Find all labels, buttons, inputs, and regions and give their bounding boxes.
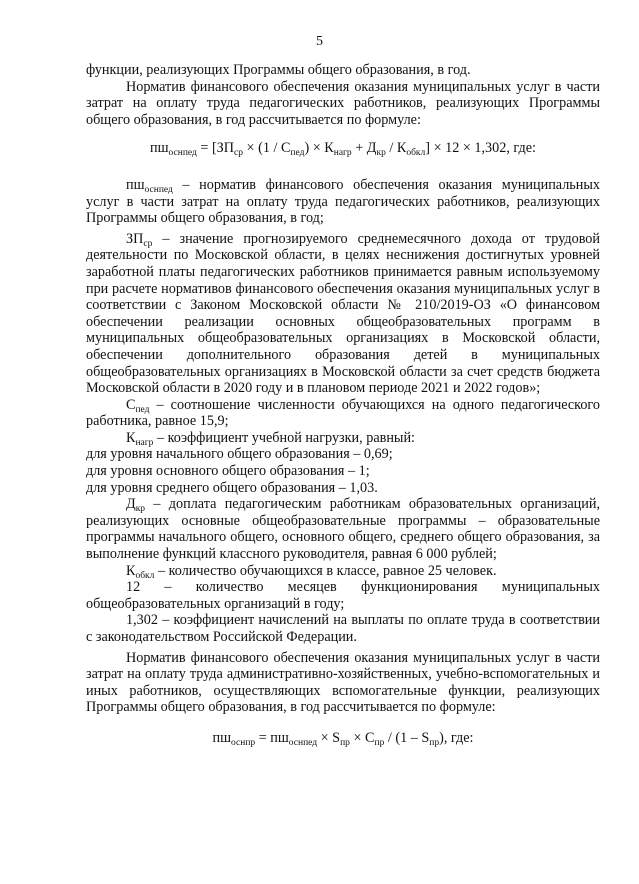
definition-zp-sr [86,231,600,397]
formula-pedagogical [86,140,600,157]
formula-support-staff [86,730,600,747]
formula-subscript: пед [290,148,305,159]
formula-subscript: оснпед [168,148,197,159]
page-number: 5 [316,34,323,49]
paragraph-continuation: функции, реализующих Программы общего образования, в год. [86,62,471,78]
formula-part: ) × К [304,140,334,157]
formula-subscript: ср [234,148,243,159]
formula-part: = [ЗП [196,140,235,157]
formula-subscript: пр [374,737,385,748]
formula-part: × S [317,729,341,746]
definition-months: 12 – количество месяцев функционирования муниципальных общеобразовательных организаций в году; [86,579,600,612]
definition-text: – количество обучающихся в классе, равное 25 человек. [154,562,497,579]
definition-k-obkl [86,563,600,580]
formula-part: / (1 – S [384,729,430,746]
definition-symbol: К [126,562,136,579]
formula-subscript: обкл [406,148,426,159]
formula-subscript: кр [376,148,386,159]
formula-subscript: оснпр [231,737,256,748]
formula-part: пш [212,729,232,746]
definition-psh-oснped [86,177,600,227]
definition-k-nagr [86,430,600,447]
definition-symbol: К [126,429,136,446]
formula-part: пш [150,140,169,157]
document-body [86,62,600,747]
definition-d-kr [86,496,600,562]
paragraph-norm-pedagogical: Норматив финансового обеспечения оказания муниципальных услуг в части затрат на оплату труда педагогических работников, реализующих Программы общего образования, в год рассчитывается по формуле: [86,78,600,128]
formula-part: × (1 / С [243,140,291,157]
definition-text: – коэффициент учебной нагрузки, равный: [153,429,415,446]
definition-subscript: нагр [135,437,154,448]
definition-text: – норматив финансового обеспечения оказания муниципальных услуг в части затрат на оплату труда педагогических работников, реализующих Программы общего образования, в год; [86,176,600,227]
definition-text: – соотношение численности обучающихся на одного педагогического работника, равное 15,9; [86,396,600,430]
definition-subscript: обкл [135,570,155,581]
definition-subscript: оснпед [144,184,173,195]
definition-subscript: пед [135,404,150,415]
definition-coefficient-accruals: 1,302 – коэффициент начислений на выплаты по оплате труда в соответствии с законодательством Российской Федерации. [86,612,600,645]
coefficient-secondary: для уровня среднего общего образования – 1,03. [86,479,378,496]
formula-part: ), где: [439,729,474,746]
formula-part: + Д [351,140,377,157]
definition-subscript: ср [143,238,153,249]
definition-symbol: ЗП [126,230,144,247]
definition-symbol: пш [126,176,145,193]
definition-text: – доплата педагогическим работникам образовательных организаций, реализующих основные общеобразовательные программы – образовательные программы начального общего, основного общего, среднего общего образования, за выполнение функций классного руководителя, равная 6 000 рублей; [86,496,600,563]
coefficient-primary: для уровня начального общего образования – 0,69; [86,446,393,463]
coefficient-basic: для уровня основного общего образования – 1; [86,463,370,480]
formula-part: × С [349,729,375,746]
formula-part: ] × 12 × 1,302, где: [425,140,536,157]
formula-subscript: оснпед [288,737,318,748]
formula-part: = пш [255,729,289,746]
formula-subscript: пр [429,737,440,748]
formula-subscript: пр [340,737,350,748]
formula-subscript: нагр [333,148,352,159]
definition-symbol: Д [126,496,136,513]
definition-c-ped [86,397,600,430]
definition-symbol: С [126,396,136,413]
definition-subscript: кр [135,504,146,515]
paragraph-norm-support-staff: Норматив финансового обеспечения оказания муниципальных услуг в части затрат на оплату труда административно-хозяйственных, учебно-вспомогательных и иных работников, осуществляющих вспомогательные функции, реализующих Программы общего образования, в год рассчитывается по формуле: [86,649,600,716]
formula-part: / К [385,140,407,157]
definition-text: – значение прогнозируемого среднемесячного дохода от трудовой деятельности по Московской области, в целях неснижения достигнутых уровней заработной платы педагогических работников принимается равным используемому при расчете нормативов финансового обеспечения оказания муниципальных услуг в соответствии с Законом Московской области № 210/2019-ОЗ «О финансовом обеспечении реализации основных общеобразовательных программ в муниципальных общеобразовательных организациях в Московской области, обеспечении дополнительного образования детей в муниципальных общеобразовательных организациях в Московской области за счет средств бюджета Московской области в 2020 году и в плановом периоде 2021 и 2022 годов»; [86,230,600,397]
